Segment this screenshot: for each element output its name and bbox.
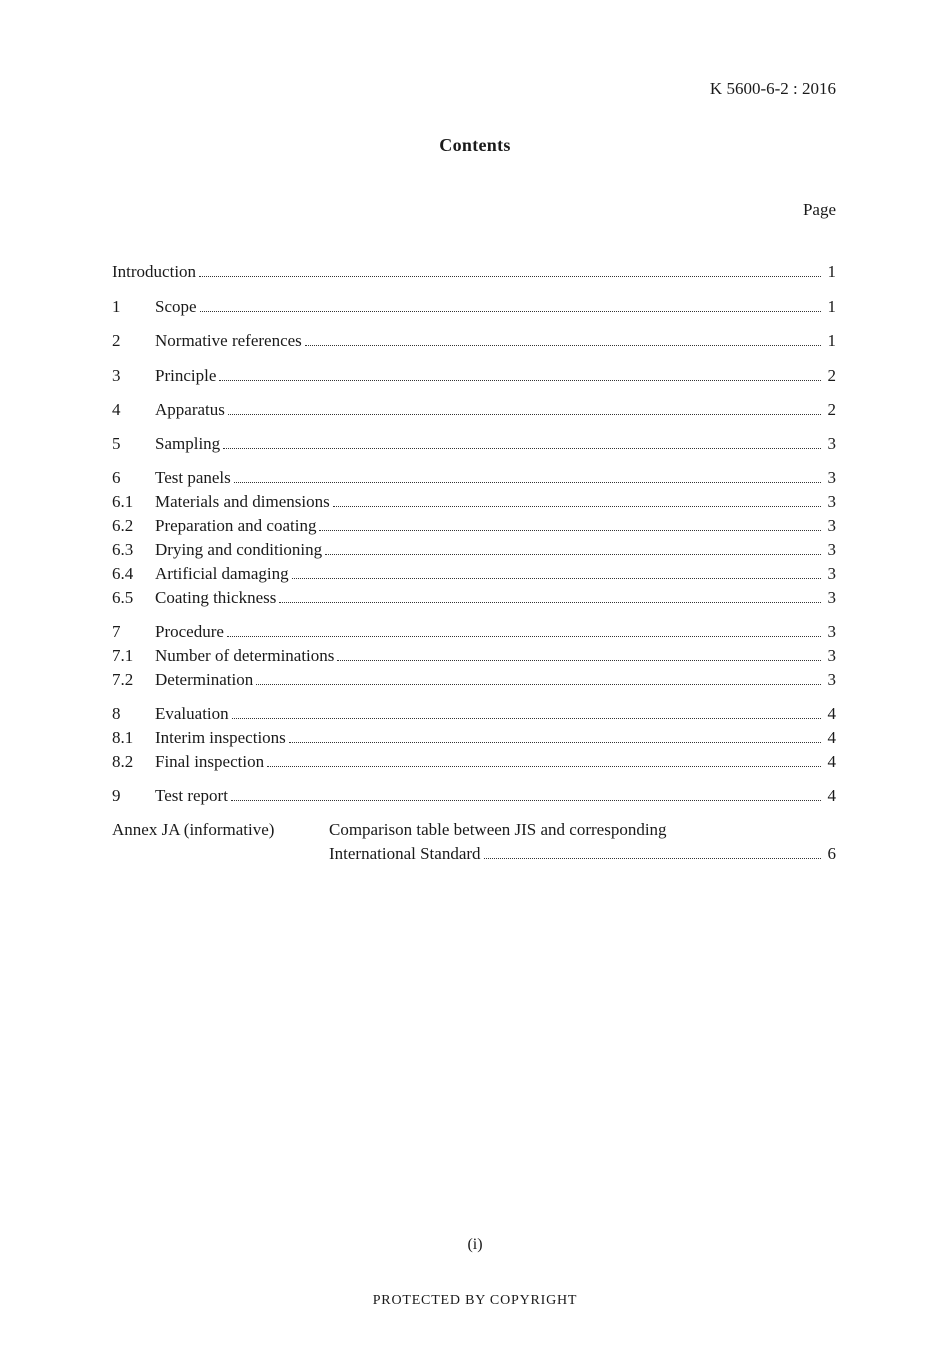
section-page-number: 3	[827, 622, 836, 641]
dot-leader	[219, 380, 821, 381]
toc-entry[interactable]	[112, 297, 836, 321]
section-page-number: 4	[827, 728, 836, 747]
toc-entry[interactable]	[112, 434, 836, 458]
section-page-number: 3	[827, 646, 836, 665]
section-page-number: 3	[827, 564, 836, 583]
section-page-number: 1	[827, 262, 836, 281]
section-number: 9	[112, 786, 121, 805]
section-title: Coating thickness	[155, 588, 277, 607]
section-page-number: 4	[827, 786, 836, 805]
section-number: 3	[112, 366, 121, 385]
section-number: 5	[112, 434, 121, 453]
toc-entry[interactable]	[112, 588, 836, 612]
annex-page-number: 6	[827, 844, 836, 863]
toc-entry[interactable]	[112, 366, 836, 390]
section-title: Drying and conditioning	[155, 540, 323, 559]
section-number: 7.2	[112, 670, 134, 689]
section-title: Apparatus	[155, 400, 225, 419]
section-page-number: 3	[827, 516, 836, 535]
copyright-notice: PROTECTED BY COPYRIGHT	[372, 1293, 578, 1308]
section-title: Introduction	[112, 262, 197, 281]
page-number: (i)	[467, 1236, 483, 1253]
dot-leader	[292, 578, 821, 579]
annex-title-line-1: Comparison table between JIS and corresponding	[329, 820, 667, 839]
section-title: Normative references	[155, 331, 302, 350]
section-number: 2	[112, 331, 121, 350]
section-title: Principle	[155, 366, 217, 385]
dot-leader	[484, 858, 821, 859]
dot-leader	[279, 602, 821, 603]
section-page-number: 2	[827, 400, 836, 419]
annex-designation: Annex JA (informative)	[112, 820, 275, 839]
toc-entry[interactable]	[112, 564, 836, 588]
dot-leader	[199, 276, 821, 277]
toc-entry[interactable]	[112, 540, 836, 564]
section-number: 6.3	[112, 540, 134, 559]
section-number: 7.1	[112, 646, 134, 665]
annex-title-line-2: International Standard	[329, 844, 481, 863]
section-title: Sampling	[155, 434, 221, 453]
section-number: 6	[112, 468, 121, 487]
toc-entry[interactable]	[112, 786, 836, 810]
annex-entry[interactable]	[329, 844, 836, 868]
section-title: Artificial damaging	[155, 564, 289, 583]
dot-leader	[231, 800, 821, 801]
section-title: Preparation and coating	[155, 516, 317, 535]
dot-leader	[256, 684, 821, 685]
dot-leader	[337, 660, 821, 661]
dot-leader	[305, 345, 821, 346]
toc-entry[interactable]	[112, 262, 836, 286]
section-title: Test report	[155, 786, 228, 805]
section-number: 4	[112, 400, 121, 419]
toc-entry[interactable]	[112, 468, 836, 492]
toc-entry[interactable]	[112, 728, 836, 752]
dot-leader	[223, 448, 821, 449]
toc-entry[interactable]	[112, 670, 836, 694]
section-page-number: 4	[827, 704, 836, 723]
section-page-number: 2	[827, 366, 836, 385]
section-page-number: 3	[827, 434, 836, 453]
toc-entry[interactable]	[112, 516, 836, 540]
toc-entry[interactable]	[112, 752, 836, 776]
section-number: 8.1	[112, 728, 134, 747]
section-page-number: 3	[827, 468, 836, 487]
document-number: K 5600-6-2 : 2016	[709, 79, 836, 98]
section-page-number: 4	[827, 752, 836, 771]
section-number: 8	[112, 704, 121, 723]
section-page-number: 3	[827, 670, 836, 689]
section-page-number: 3	[827, 492, 836, 511]
section-number: 6.2	[112, 516, 134, 535]
dot-leader	[227, 636, 821, 637]
section-title: Interim inspections	[155, 728, 286, 747]
page-title: Contents	[439, 135, 511, 155]
dot-leader	[289, 742, 821, 743]
toc-entry[interactable]	[112, 492, 836, 516]
section-title: Determination	[155, 670, 254, 689]
section-page-number: 3	[827, 588, 836, 607]
section-title: Evaluation	[155, 704, 229, 723]
section-title: Procedure	[155, 622, 224, 641]
section-number: 6.5	[112, 588, 134, 607]
dot-leader	[319, 530, 821, 531]
section-page-number: 1	[827, 297, 836, 316]
toc-entry[interactable]	[112, 646, 836, 670]
dot-leader	[234, 482, 821, 483]
toc-entry[interactable]	[112, 331, 836, 355]
dot-leader	[200, 311, 821, 312]
dot-leader	[232, 718, 821, 719]
toc-entry[interactable]	[112, 622, 836, 646]
section-number: 6.4	[112, 564, 134, 583]
dot-leader	[325, 554, 821, 555]
section-number: 8.2	[112, 752, 134, 771]
section-title: Number of determinations	[155, 646, 335, 665]
toc-entry[interactable]	[112, 400, 836, 424]
section-title: Materials and dimensions	[155, 492, 330, 511]
dot-leader	[228, 414, 821, 415]
toc-entry[interactable]	[112, 704, 836, 728]
section-title: Scope	[155, 297, 197, 316]
section-page-number: 1	[827, 331, 836, 350]
section-page-number: 3	[827, 540, 836, 559]
section-number: 6.1	[112, 492, 134, 511]
section-title: Test panels	[155, 468, 231, 487]
section-number: 1	[112, 297, 121, 316]
dot-leader	[333, 506, 821, 507]
section-title: Final inspection	[155, 752, 265, 771]
dot-leader	[267, 766, 821, 767]
section-number: 7	[112, 622, 121, 641]
page-column-label: Page	[802, 200, 836, 219]
